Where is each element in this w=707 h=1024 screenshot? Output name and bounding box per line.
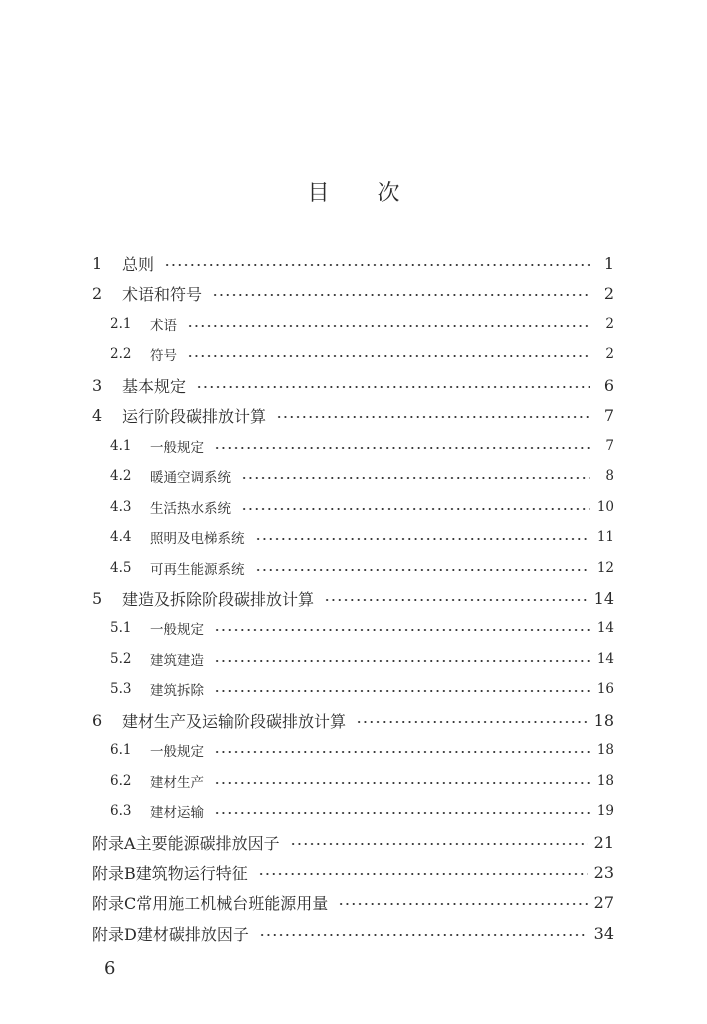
toc-entry[interactable]	[92, 920, 614, 946]
toc-entry-page: 18	[593, 710, 614, 730]
toc-entry-number: 4.1	[110, 438, 132, 454]
toc-entry-page: 2	[605, 346, 614, 362]
toc-entry-page: 7	[605, 438, 614, 454]
toc-entry[interactable]	[110, 341, 614, 367]
toc-entry-page: 10	[596, 499, 614, 515]
toc-entry-label: 建筑建造	[150, 653, 204, 669]
toc-entry-label: 一般规定	[150, 622, 204, 638]
dot-leader	[255, 537, 591, 541]
toc-entry-page: 14	[593, 588, 614, 608]
toc-entry-label: 建材运输	[150, 805, 204, 821]
toc-entry-label: 生活热水系统	[150, 501, 231, 517]
toc-entry-number: 附录C	[92, 893, 137, 913]
toc-entry-page: 7	[603, 405, 614, 425]
toc-entry-page: 12	[596, 560, 614, 576]
toc-entry-number: 3	[92, 375, 103, 395]
dot-leader	[187, 354, 590, 358]
dot-leader	[212, 293, 590, 297]
toc-entry-label: 一般规定	[150, 744, 204, 760]
dot-leader	[214, 811, 590, 815]
toc-entry-number: 2.2	[110, 346, 132, 362]
toc-entry-label: 建材生产及运输阶段碳排放计算	[122, 711, 347, 731]
dot-leader	[214, 781, 590, 785]
toc-entry[interactable]	[92, 829, 614, 855]
toc-entry-number: 4.2	[110, 468, 132, 484]
dot-leader	[241, 507, 590, 511]
toc-entry-page: 2	[603, 283, 614, 303]
dot-leader	[164, 263, 590, 267]
toc-entry-page: 23	[593, 862, 614, 882]
toc-entry[interactable]	[110, 798, 614, 824]
toc-entry-label: 术语和符号	[122, 284, 203, 304]
dot-leader	[259, 933, 588, 937]
toc-entry[interactable]	[110, 615, 614, 641]
toc-entry-number: 附录B	[92, 863, 136, 883]
toc-entry-label: 总则	[122, 254, 155, 274]
toc-entry-number: 5.1	[110, 620, 132, 636]
dot-leader	[276, 415, 590, 419]
toc-entry-label: 常用施工机械台班能源用量	[136, 893, 329, 913]
toc-entry-label: 暖通空调系统	[150, 470, 231, 486]
dot-leader	[338, 902, 587, 906]
toc-entry-page: 8	[605, 468, 614, 484]
toc-entry-page: 18	[596, 742, 614, 758]
toc-title-char-1: 目	[307, 181, 330, 206]
toc-entry[interactable]	[92, 402, 614, 428]
dot-leader	[214, 628, 590, 632]
toc-entry-label: 建筑物运行特征	[135, 863, 248, 883]
dot-leader	[241, 476, 590, 480]
toc-entry-label: 可再生能源系统	[150, 562, 245, 578]
toc-entry-label: 建材生产	[150, 775, 204, 791]
toc-entry-number: 6.1	[110, 742, 132, 758]
dot-leader	[214, 659, 590, 663]
toc-entry-label: 运行阶段碳排放计算	[122, 406, 267, 426]
toc-entry[interactable]	[92, 280, 614, 306]
toc-entry-number: 6.2	[110, 773, 132, 789]
toc-entry-label: 一般规定	[150, 440, 204, 456]
toc-entry-number: 2.1	[110, 316, 132, 332]
dot-leader	[196, 385, 590, 389]
toc-entry[interactable]	[92, 859, 614, 885]
toc-entry[interactable]	[92, 372, 614, 398]
toc-entry-page: 11	[596, 529, 614, 545]
toc-entry-page: 14	[596, 620, 614, 636]
toc-entry-number: 4.5	[110, 560, 132, 576]
toc-entry-label: 建筑拆除	[150, 683, 204, 699]
toc-entry-label: 照明及电梯系统	[150, 531, 245, 547]
toc-entry[interactable]	[110, 311, 614, 337]
dot-leader	[214, 689, 590, 693]
toc-entry-page: 27	[593, 892, 614, 912]
toc-entry-number: 4	[92, 405, 103, 425]
toc-entry-label: 建造及拆除阶段碳排放计算	[122, 589, 315, 609]
toc-entry-label: 建材碳排放因子	[136, 924, 249, 944]
toc-entry-page: 19	[596, 803, 614, 819]
toc-entry[interactable]	[110, 737, 614, 763]
dot-leader	[290, 842, 588, 846]
toc-entry-number: 2	[92, 283, 103, 303]
toc-entry-page: 34	[593, 923, 614, 943]
toc-title-char-2: 次	[377, 181, 400, 206]
toc-entry-number: 6	[92, 710, 103, 730]
toc-entry[interactable]	[110, 433, 614, 459]
toc-entry-number: 4.4	[110, 529, 132, 545]
dot-leader	[214, 446, 590, 450]
toc-entry[interactable]	[110, 768, 614, 794]
toc-entry[interactable]	[110, 494, 614, 520]
toc-entry-page: 16	[596, 681, 614, 697]
toc-entry-page: 1	[603, 253, 614, 273]
toc-entry-number: 附录A	[92, 833, 136, 853]
dot-leader	[255, 568, 591, 572]
toc-entry-number: 1	[92, 253, 103, 273]
toc-entry[interactable]	[92, 707, 614, 733]
toc-entry-page: 2	[605, 316, 614, 332]
dot-leader	[324, 598, 588, 602]
toc-entry-page: 6	[603, 375, 614, 395]
dot-leader	[187, 324, 590, 328]
toc-entry[interactable]	[110, 463, 614, 489]
toc-entry-label: 符号	[150, 348, 177, 364]
dot-leader	[214, 750, 590, 754]
toc-entry-number: 附录D	[92, 924, 137, 944]
toc-entry-number: 6.3	[110, 803, 132, 819]
dot-leader	[258, 872, 588, 876]
toc-entry[interactable]	[110, 524, 614, 550]
toc-entry[interactable]	[110, 646, 614, 672]
dot-leader	[356, 720, 588, 724]
toc-entry-number: 5.2	[110, 651, 132, 667]
toc-entry[interactable]	[110, 555, 614, 581]
toc-entry[interactable]	[92, 250, 614, 276]
toc-entry-page: 18	[596, 773, 614, 789]
toc-entry[interactable]	[92, 889, 614, 915]
page-number: 6	[104, 958, 116, 979]
toc-entry[interactable]	[110, 676, 614, 702]
toc-entry-label: 主要能源碳排放因子	[135, 833, 280, 853]
toc-entry-number: 5.3	[110, 681, 132, 697]
toc-entry-label: 术语	[150, 318, 177, 334]
toc-entry-number: 4.3	[110, 499, 132, 515]
toc-entry-number: 5	[92, 588, 103, 608]
toc-entry-label: 基本规定	[122, 376, 187, 396]
toc-entry[interactable]	[92, 585, 614, 611]
toc-entry-page: 14	[596, 651, 614, 667]
toc-entry-page: 21	[593, 832, 614, 852]
